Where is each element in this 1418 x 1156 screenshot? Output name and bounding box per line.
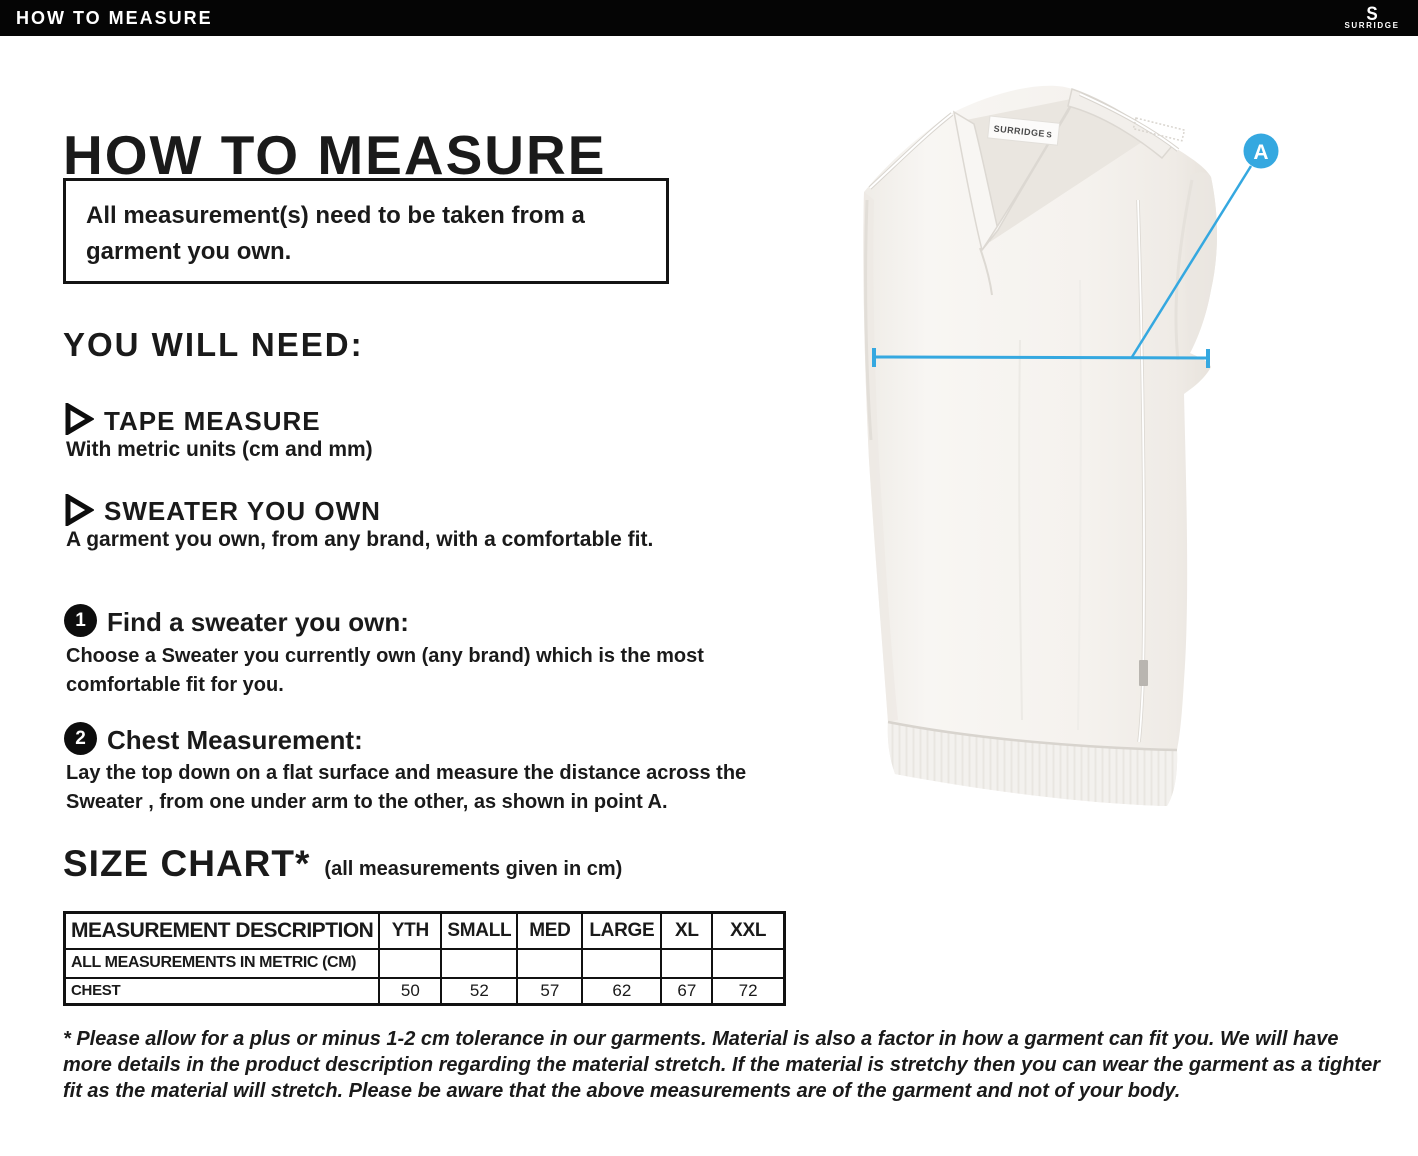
cell-value [712,949,784,978]
step-number-badge-1: 1 [64,604,97,637]
step-title-1: Find a sweater you own: [107,607,409,637]
surridge-logo [1332,1,1412,35]
you-will-need-heading: YOU WILL NEED: [63,326,364,363]
chest-measure-line [874,357,1208,358]
table-header-row [65,913,785,949]
cell-value-chest-large: 62 [582,978,661,1005]
row-label-metric: ALL MEASUREMENTS IN METRIC (CM) [65,949,380,978]
surridge-logo-mark: S [1366,2,1378,24]
garment-label-logo-mark: S [1045,130,1053,140]
cell-value-chest-yth: 50 [379,978,441,1005]
step-description-2: Lay the top down on a flat surface and measure the distance across the Sweater , from one under arm to the other, as shown in point A. [66,762,747,813]
step-title-2: Chest Measurement: [107,725,363,755]
garment-label-text: SURRIDGE [993,123,1046,139]
step-number-badge-2: 2 [64,722,97,755]
cell-value-chest-small: 52 [441,978,517,1005]
column-header-measurement-description: MEASUREMENT DESCRIPTION [65,913,380,949]
need-item-label-sweater: SWEATER YOU OWN [104,496,381,526]
column-header-yth: YTH [379,913,441,949]
need-item-label-tape-measure: TAPE MEASURE [104,406,321,436]
need-item-desc-sweater: A garment you own, from any brand, with a comfortable fit. [66,528,654,551]
notice-text: All measurement(s) need to be taken from a garment you own. [86,202,585,265]
size-chart-heading: SIZE CHART* [63,843,311,884]
column-header-small: SMALL [441,913,517,949]
cell-value-chest-xl: 67 [661,978,712,1005]
cell-value [441,949,517,978]
triangle-bullet-icon [64,403,94,435]
header-title: HOW TO MEASURE [16,7,213,28]
cell-value-chest-xxl: 72 [712,978,784,1005]
size-chart-heading-row [63,843,622,885]
garment-side-tag [1139,660,1148,686]
size-chart-subheading: (all measurements given in cm) [324,858,623,880]
notice-box [63,178,669,284]
point-a-label: A [1253,141,1269,164]
cell-value [582,949,661,978]
step-description-1: Choose a Sweater you currently own (any brand) which is the most comfortable fit for you. [66,645,704,696]
triangle-bullet-icon [64,494,94,526]
column-header-large: LARGE [582,913,661,949]
cell-value [517,949,582,978]
cell-value [661,949,712,978]
table-row-chest [65,978,785,1005]
page-title: HOW TO MEASURE [63,123,607,186]
point-a-marker [1244,134,1279,169]
header-bar [0,0,1418,36]
size-chart-table [63,911,786,1006]
column-header-xxl: XXL [712,913,784,949]
row-label-chest: CHEST [65,978,380,1005]
column-header-med: MED [517,913,582,949]
garment-illustration [840,80,1300,820]
surridge-logo-wordmark: SURRIDGE [1344,20,1400,30]
column-header-xl: XL [661,913,712,949]
tolerance-footnote: * Please allow for a plus or minus 1-2 cm tolerance in our garments. Material is also a factor in how a garment can fit you. We will have more details in the product description regarding the material stretch. If the material is stretchy then you can wear the garment as a tighter fit as the material will stretch. Please be aware that the above measurements are of the garment and not of your body. [63,1028,1380,1102]
need-item-desc-tape-measure: With metric units (cm and mm) [66,438,373,461]
cell-value [379,949,441,978]
table-row-metric-note [65,949,785,978]
cell-value-chest-med: 57 [517,978,582,1005]
